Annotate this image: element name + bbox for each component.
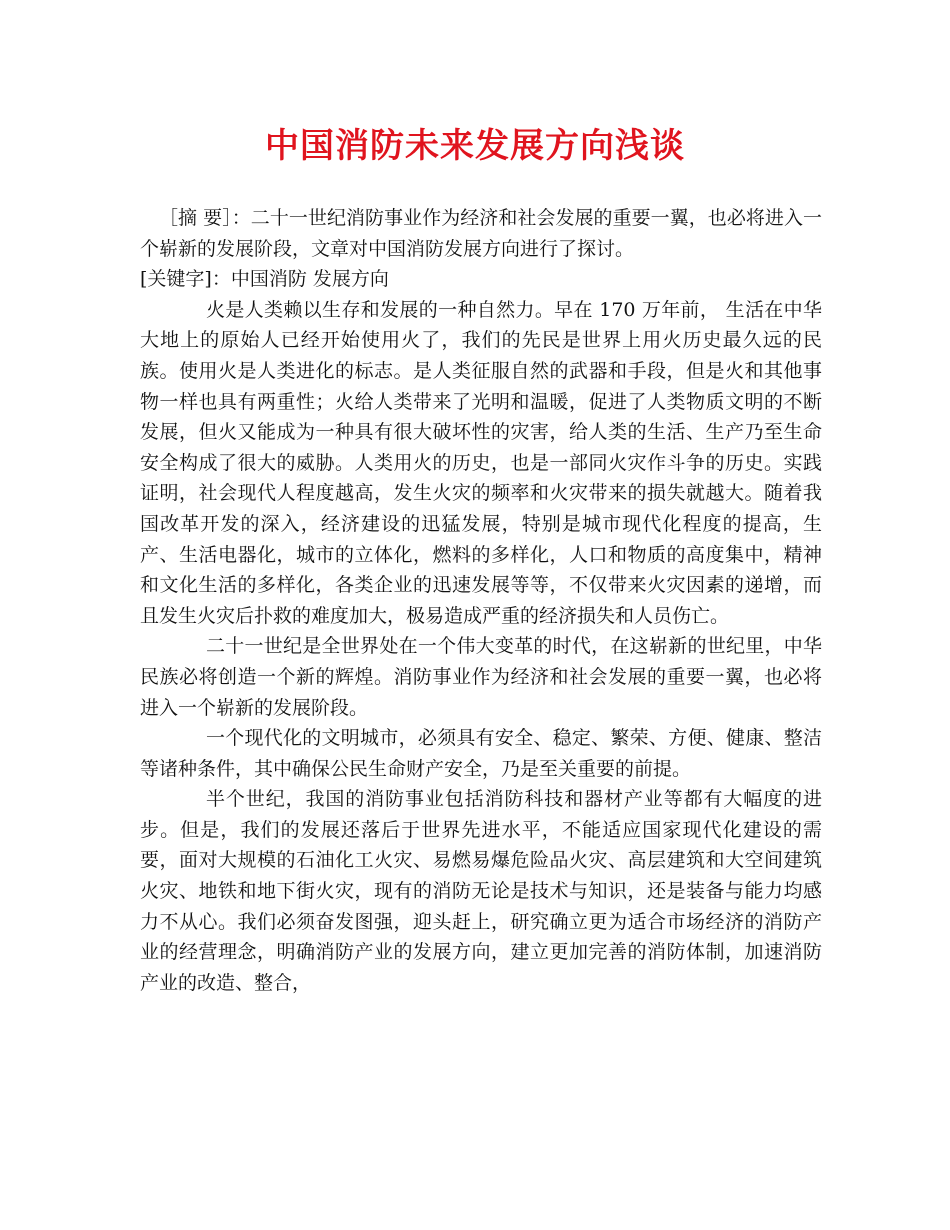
body-paragraph-4: 半个世纪，我国的消防事业包括消防科技和器材产业等都有大幅度的进步。但是，我们的发展还落后于世界先进水平，不能适应国家现代化建设的需要，面对大规模的石油化工火灾、易燃易爆危险品火灾、高层建筑和大空间建筑火灾、地铁和地下街火灾，现有的消防无论是技术与知识，还是装备与能力均感力不从心。我们必须奋发图强，迎头赶上，研究确立更为适合市场经济的消防产业的经营理念，明确消防产业的发展方向，建立更加完善的消防体制，加速消防产业的改造、整合， xyxy=(140,788,822,994)
document-title: 中国消防未来发展方向浅谈 xyxy=(265,126,685,166)
body-paragraph-3: 一个现代化的文明城市，必须具有安全、稳定、繁荣、方便、健康、整洁等诸种条件，其中确保公民生命财产安全，乃是至关重要的前提。 xyxy=(140,727,822,780)
body-paragraph-2: 二十一世纪是全世界处在一个伟大变革的时代，在这崭新的世纪里，中华民族必将创造一个新的辉煌。消防事业作为经济和社会发展的重要一翼，也必将进入一个崭新的发展阶段。 xyxy=(140,635,822,719)
body-paragraph-1: 火是人类赖以生存和发展的一种自然力。早在 170 万年前， 生活在中华大地上的原始人已经开始使用火了，我们的先民是世界上用火历史最久远的民族。使用火是人类进化的标志。是人类征服自然的武器和手段，但是火和其他事物一样也具有两重性；火给人类带来了光明和温暖，促进了人类物质文明的不断发展，但火又能成为一种具有很大破坏性的灾害，给人类的生活、生产乃至生命安全构成了很大的威胁。人类用火的历史，也是一部同火灾作斗争的历史。实践证明，社会现代人程度越高，发生火灾的频率和火灾带来的损失就越大。随着我国改革开发的深入，经济建设的迅猛发展，特别是城市现代化程度的提高，生产、生活电器化，城市的立体化，燃料的多样化，人口和物质的高度集中，精神和文化生活的多样化，各类企业的迅速发展等等，不仅带来火灾因素的递增，而且发生火灾后扑救的难度加大，极易造成严重的经济损失和人员伤亡。 xyxy=(140,298,822,627)
abstract-paragraph: ［摘 要］：二十一世纪消防事业作为经济和社会发展的重要一翼，也必将进入一个崭新的发展阶段，文章对中国消防发展方向进行了探讨。 xyxy=(140,207,822,260)
document-body xyxy=(140,203,822,998)
keywords-line: [关键字]：中国消防 发展方向 xyxy=(140,268,389,291)
